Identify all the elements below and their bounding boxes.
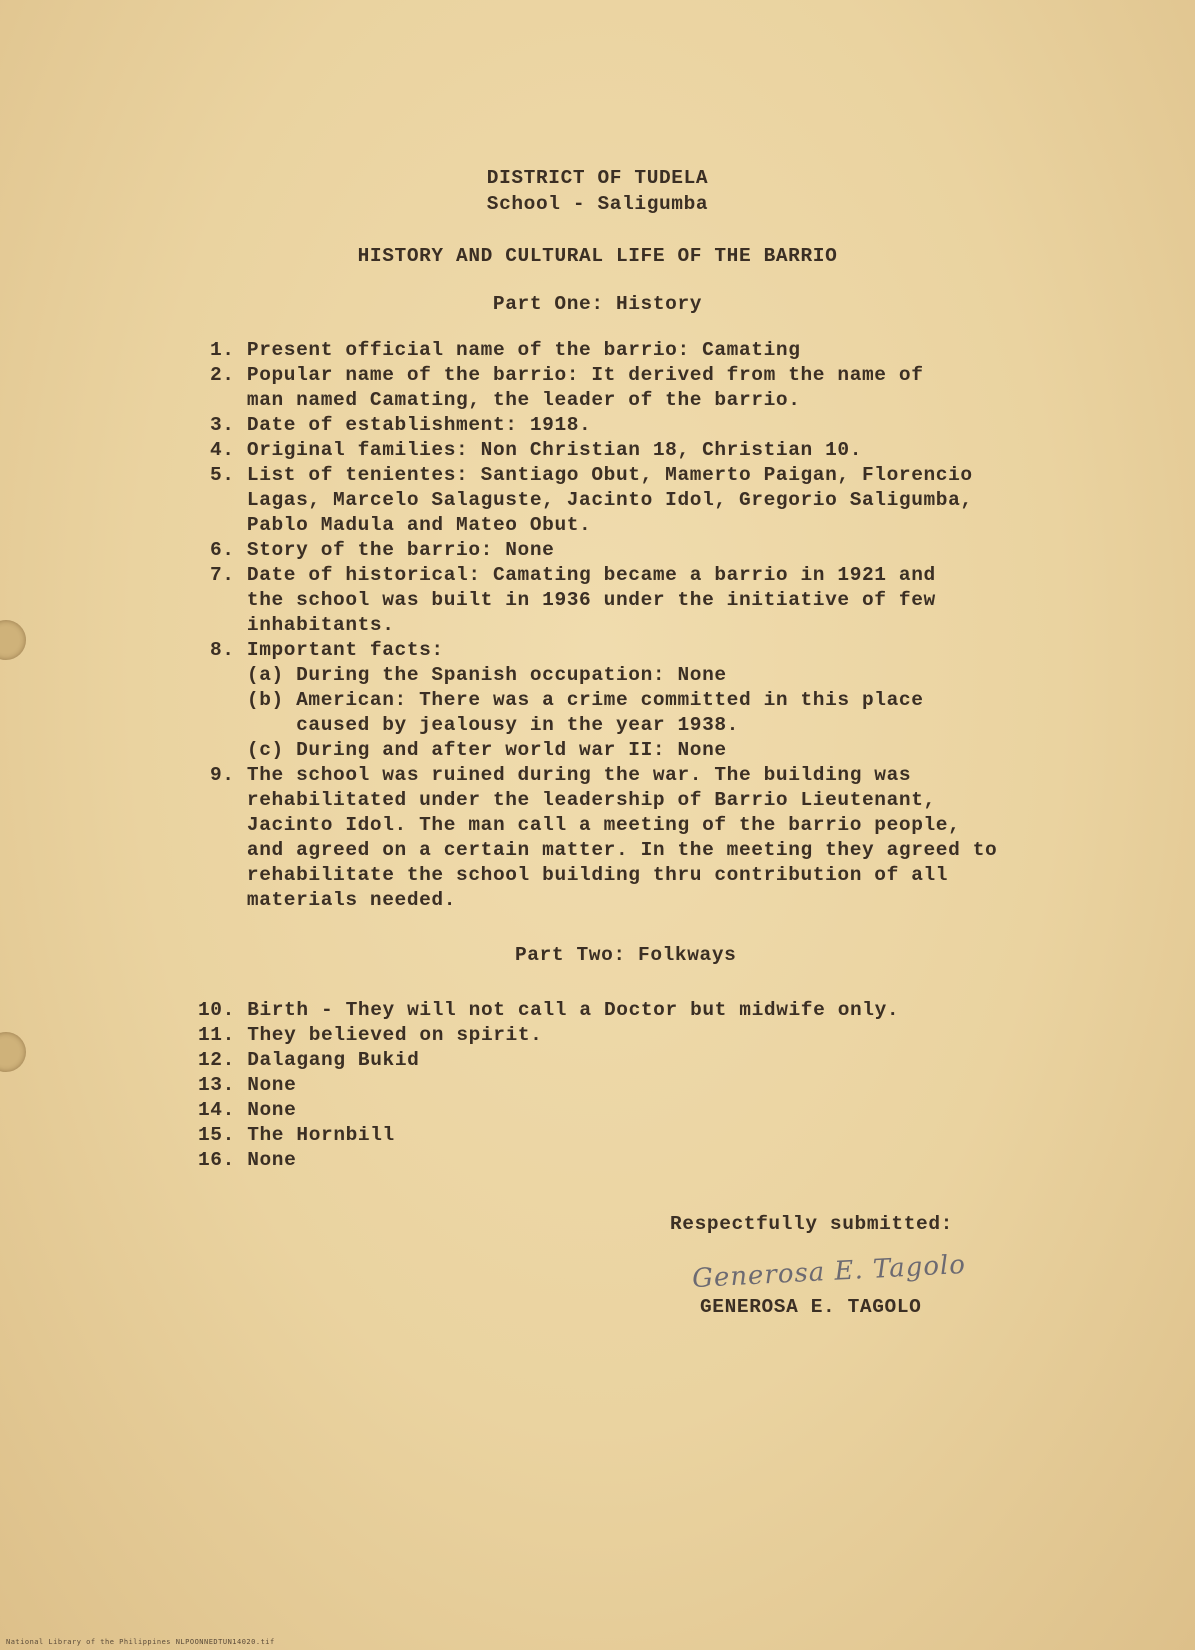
history-item: rehabilitate the school building thru contribution of all <box>210 864 949 886</box>
district-heading: DISTRICT OF TUDELA <box>486 167 709 189</box>
history-item: man named Camating, the leader of the barrio. <box>210 389 801 411</box>
history-item: rehabilitated under the leadership of Barrio Lieutenant, <box>210 789 936 811</box>
history-item: 3. Date of establishment: 1918. <box>210 414 592 436</box>
history-item: and agreed on a certain matter. In the meeting they agreed to <box>210 839 998 861</box>
folkways-item: 11. They believed on spirit. <box>198 1024 543 1046</box>
history-item: caused by jealousy in the year 1938. <box>210 714 739 736</box>
folkways-item: 16. None <box>198 1149 297 1171</box>
history-item: Pablo Madula and Mateo Obut. <box>210 514 592 536</box>
archive-footer: National Library of the Philippines NLPOONNEDTUN14020.tif <box>6 1638 275 1646</box>
history-item: Lagas, Marcelo Salaguste, Jacinto Idol, Gregorio Saligumba, <box>210 489 973 511</box>
punch-hole <box>0 620 26 660</box>
history-item: 2. Popular name of the barrio: It derived from the name of <box>210 364 924 386</box>
punch-hole <box>0 1032 26 1072</box>
history-item: 4. Original families: Non Christian 18, Christian 10. <box>210 439 863 461</box>
signatory-name: GENEROSA E. TAGOLO <box>700 1296 922 1318</box>
history-item: inhabitants. <box>210 614 395 636</box>
history-item: the school was built in 1936 under the initiative of few <box>210 589 936 611</box>
folkways-item: 12. Dalagang Bukid <box>198 1049 420 1071</box>
history-item: 7. Date of historical: Camating became a barrio in 1921 and <box>210 564 936 586</box>
folkways-item: 15. The Hornbill <box>198 1124 395 1146</box>
history-item: (b) American: There was a crime committed in this place <box>210 689 924 711</box>
folkways-item: 13. None <box>198 1074 297 1096</box>
handwritten-signature: Generosa E. Tagolo <box>691 1249 967 1295</box>
part-two-heading: Part Two: Folkways <box>515 944 737 966</box>
history-item: materials needed. <box>210 889 457 911</box>
history-item: Jacinto Idol. The man call a meeting of the barrio people, <box>210 814 961 836</box>
history-item: 9. The school was ruined during the war. The building was <box>210 764 912 786</box>
history-item: 6. Story of the barrio: None <box>210 539 555 561</box>
history-item: 8. Important facts: <box>210 639 444 661</box>
history-item: 5. List of tenientes: Santiago Obut, Mamerto Paigan, Florencio <box>210 464 973 486</box>
folkways-item: 10. Birth - They will not call a Doctor but midwife only. <box>198 999 900 1021</box>
school-heading: School - Saligumba <box>486 193 709 215</box>
history-item: (c) During and after world war II: None <box>210 739 727 761</box>
history-item: 1. Present official name of the barrio: Camating <box>210 339 801 361</box>
folkways-item: 14. None <box>198 1099 297 1121</box>
part-one-heading: Part One: History <box>492 293 703 315</box>
closing-salutation: Respectfully submitted: <box>670 1213 953 1235</box>
history-item: (a) During the Spanish occupation: None <box>210 664 727 686</box>
document-title: HISTORY AND CULTURAL LIFE OF THE BARRIO <box>357 245 838 267</box>
